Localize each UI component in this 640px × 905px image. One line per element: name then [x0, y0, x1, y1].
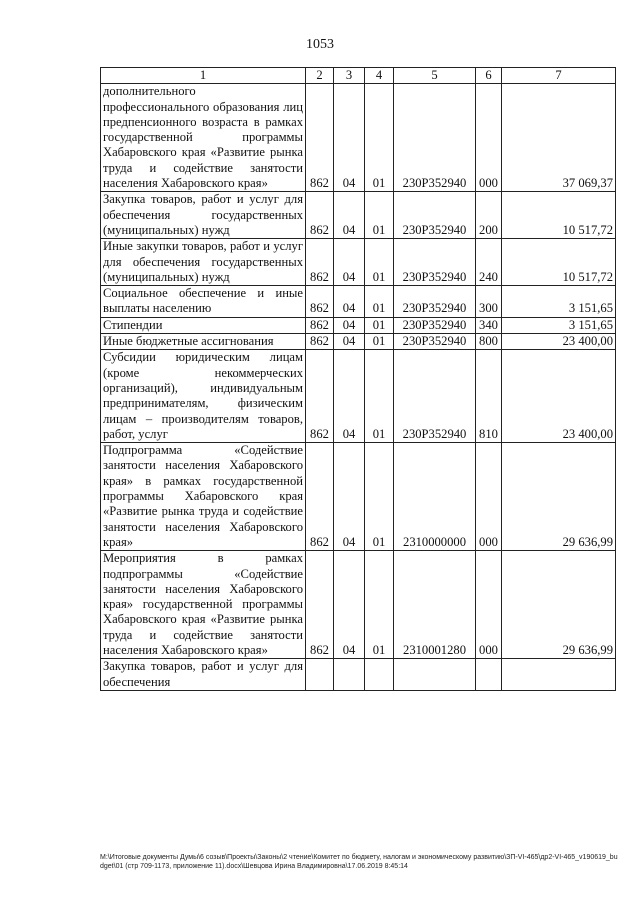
- row-amount: 10 517,72: [502, 239, 616, 286]
- header-cell: 6: [476, 68, 502, 84]
- row-amount: 37 069,37: [502, 84, 616, 192]
- row-code-subsection: 01: [365, 239, 394, 286]
- row-target-article: 230Р352940: [394, 192, 476, 239]
- row-amount: 29 636,99: [502, 443, 616, 551]
- row-code-subsection: 01: [365, 443, 394, 551]
- header-cell: 3: [334, 68, 365, 84]
- table-row: [101, 192, 616, 239]
- row-target-article: [394, 659, 476, 691]
- row-code-ministry: 862: [306, 350, 334, 443]
- row-code-ministry: 862: [306, 286, 334, 318]
- row-code-ministry: 862: [306, 551, 334, 659]
- row-code-subsection: 01: [365, 350, 394, 443]
- row-code-section: 04: [334, 551, 365, 659]
- file-path-footer: M:\Итоговые документы Думы\6 созыв\Проекты\Законы\2 чтение\Комитет по бюджету, налогам и экономическому развитию\ЗП-VI-465\др2-VI-465_v190619_budget\01 (стр 709-1173, приложение 11).docx\Шевцова Ирина Владимировна\17.06.2019 8:45:14: [100, 854, 618, 870]
- row-amount: 3 151,65: [502, 286, 616, 318]
- row-name: Закупка товаров, работ и услуг для обеспечения государственных (муниципальных) нужд: [101, 192, 306, 239]
- page-number: 1053: [306, 37, 334, 52]
- budget-table: [100, 67, 616, 691]
- table-row: [101, 239, 616, 286]
- row-name: Социальное обеспечение и иные выплаты населению: [101, 286, 306, 318]
- row-code-subsection: 01: [365, 192, 394, 239]
- row-code-section: 04: [334, 334, 365, 350]
- row-expense-type: 240: [476, 239, 502, 286]
- row-name: Подпрограмма «Содействие занятости населения Хабаровского края» в рамках государственной программы Хабаровского края «Развитие рынка труда и содействие занятости населения Хабаровского края»: [101, 443, 306, 551]
- row-code-subsection: 01: [365, 317, 394, 333]
- row-target-article: 230Р352940: [394, 350, 476, 443]
- header-cell: 7: [502, 68, 616, 84]
- row-amount: 10 517,72: [502, 192, 616, 239]
- row-code-ministry: 862: [306, 334, 334, 350]
- row-code-section: 04: [334, 317, 365, 333]
- row-target-article: 230Р352940: [394, 84, 476, 192]
- row-code-ministry: 862: [306, 192, 334, 239]
- header-cell: 1: [101, 68, 306, 84]
- row-code-ministry: 862: [306, 317, 334, 333]
- row-name: Иные бюджетные ассигнования: [101, 334, 306, 350]
- row-code-subsection: 01: [365, 84, 394, 192]
- row-target-article: 230Р352940: [394, 317, 476, 333]
- row-expense-type: 300: [476, 286, 502, 318]
- row-code-ministry: 862: [306, 84, 334, 192]
- row-code-section: [334, 659, 365, 691]
- table-row: [101, 350, 616, 443]
- header-cell: 5: [394, 68, 476, 84]
- row-code-section: 04: [334, 350, 365, 443]
- row-amount: [502, 659, 616, 691]
- row-code-ministry: 862: [306, 239, 334, 286]
- table-row: [101, 286, 616, 318]
- row-code-subsection: 01: [365, 551, 394, 659]
- table-row: [101, 443, 616, 551]
- row-code-subsection: 01: [365, 286, 394, 318]
- row-code-subsection: 01: [365, 334, 394, 350]
- row-code-ministry: 862: [306, 443, 334, 551]
- row-expense-type: [476, 659, 502, 691]
- row-name: Субсидии юридическим лицам (кроме некоммерческих организаций), индивидуальным предпринимателям, физическим лицам – производителям товаров, работ, услуг: [101, 350, 306, 443]
- row-name: Иные закупки товаров, работ и услуг для обеспечения государственных (муниципальных) нужд: [101, 239, 306, 286]
- header-cell: 4: [365, 68, 394, 84]
- row-expense-type: 000: [476, 551, 502, 659]
- row-code-section: 04: [334, 286, 365, 318]
- row-name: Закупка товаров, работ и услуг для обеспечения: [101, 659, 306, 691]
- row-expense-type: 000: [476, 443, 502, 551]
- row-target-article: 230Р352940: [394, 239, 476, 286]
- table-row-continued: [101, 659, 616, 691]
- header-cell: 2: [306, 68, 334, 84]
- row-name: дополнительного профессионального образования лиц предпенсионного возраста в рамках государственной программы Хабаровского края «Развитие рынка труда и содействие занятости населения Хабаровского края»: [101, 84, 306, 192]
- row-name: Стипендии: [101, 317, 306, 333]
- row-target-article: 2310000000: [394, 443, 476, 551]
- row-amount: 3 151,65: [502, 317, 616, 333]
- row-expense-type: 810: [476, 350, 502, 443]
- table-header-row: [101, 68, 616, 84]
- row-target-article: 2310001280: [394, 551, 476, 659]
- table-row: [101, 84, 616, 192]
- row-code-section: 04: [334, 443, 365, 551]
- row-target-article: 230Р352940: [394, 286, 476, 318]
- row-amount: 23 400,00: [502, 350, 616, 443]
- table-row: [101, 317, 616, 333]
- row-code-subsection: [365, 659, 394, 691]
- row-code-section: 04: [334, 239, 365, 286]
- row-amount: 29 636,99: [502, 551, 616, 659]
- row-target-article: 230Р352940: [394, 334, 476, 350]
- row-code-section: 04: [334, 84, 365, 192]
- table-row: [101, 334, 616, 350]
- row-code-section: 04: [334, 192, 365, 239]
- row-expense-type: 200: [476, 192, 502, 239]
- row-code-ministry: [306, 659, 334, 691]
- row-expense-type: 800: [476, 334, 502, 350]
- row-expense-type: 340: [476, 317, 502, 333]
- row-amount: 23 400,00: [502, 334, 616, 350]
- row-expense-type: 000: [476, 84, 502, 192]
- row-name: Мероприятия в рамках подпрограммы «Содействие занятости населения Хабаровского края» государственной программы Хабаровского края «Развитие рынка труда и содействие занятости населения Хабаровского края»: [101, 551, 306, 659]
- table-row: [101, 551, 616, 659]
